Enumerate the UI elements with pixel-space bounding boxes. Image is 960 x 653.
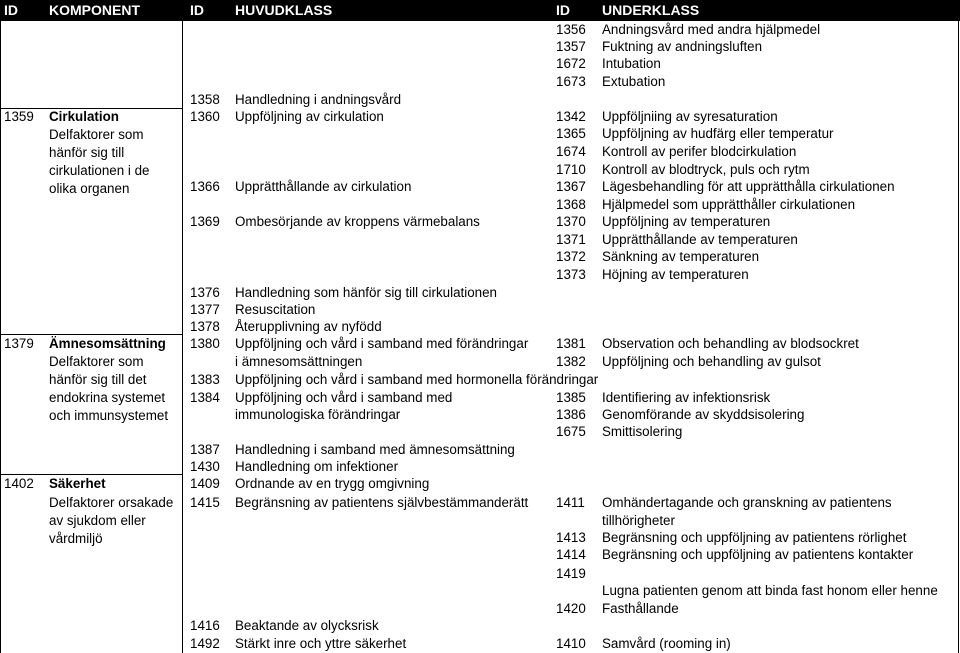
main-class-label: immunologiska förändringar xyxy=(235,407,401,422)
main-class-label: Ordnande av en trygg omgivning xyxy=(235,476,430,491)
main-class-id: 1376 xyxy=(190,285,220,300)
sub-class-label: Kontroll av perifer blodcirkulation xyxy=(602,144,797,159)
main-class-label: Uppföljning och vård i samband med förändringar xyxy=(235,336,529,351)
main-class-label: Handledning om infektioner xyxy=(235,459,399,474)
component-id: 1379 xyxy=(4,336,34,351)
main-class-label: i ämnesomsättningen xyxy=(235,354,363,369)
sub-class-id: 1386 xyxy=(556,407,586,422)
main-class-label: Stärkt inre och yttre säkerhet xyxy=(235,636,407,651)
sub-class-label: Kontroll av blodtryck, puls och rytm xyxy=(602,162,810,177)
main-class-label: Begränsning av patientens självbestämmanderätt xyxy=(235,495,529,510)
sub-class-label: Begränsning och uppföljning av patientens rörlighet xyxy=(602,530,907,545)
sub-class-id: 1411 xyxy=(556,495,585,510)
component-desc: Delfaktorer som xyxy=(49,127,144,142)
sub-class-id: 1370 xyxy=(556,214,586,229)
sub-class-id: 1368 xyxy=(556,197,586,212)
sub-class-label: tillhörigheter xyxy=(602,513,675,528)
main-class-id: 1378 xyxy=(190,319,220,334)
main-class-id: 1369 xyxy=(190,214,220,229)
sub-class-id: 1675 xyxy=(556,424,586,439)
sub-class-label: Hjälpmedel som upprätthåller cirkulationen xyxy=(602,197,856,212)
sub-class-label: Smittisolering xyxy=(602,424,683,439)
component-desc: olika organen xyxy=(49,181,130,196)
component-desc: hänför sig till xyxy=(49,145,125,160)
sub-class-label: Identifiering av infektionsrisk xyxy=(602,390,771,405)
sub-class-label: Andningsvård med andra hjälpmedel xyxy=(602,22,821,37)
main-class-id: 1384 xyxy=(190,390,220,405)
main-class-label: Uppföljning och vård i samband med xyxy=(235,390,453,405)
sub-class-id: 1365 xyxy=(556,126,586,141)
sub-class-label: Fasthållande xyxy=(602,601,679,616)
main-class-label: Handledning som hänför sig till cirkulationen xyxy=(235,285,498,300)
sub-class-id: 1367 xyxy=(556,179,586,194)
sub-class-id: 1382 xyxy=(556,354,586,369)
sub-class-label: Fuktning av andningsluften xyxy=(602,39,763,54)
component-desc: Delfaktorer som xyxy=(49,354,144,369)
main-class-label: Beaktande av olycksrisk xyxy=(235,618,379,633)
header-huvudklass: HUVUDKLASS xyxy=(235,2,333,18)
header-komponent: KOMPONENT xyxy=(49,2,140,18)
sub-class-label: Uppföljning av hudfärg eller temperatur xyxy=(602,126,834,141)
sub-class-id: 1420 xyxy=(556,601,586,616)
main-class-id: 1492 xyxy=(190,636,220,651)
sub-class-label: Lugna patienten genom att binda fast honom eller henne xyxy=(602,583,938,598)
component-title: Säkerhet xyxy=(49,476,106,491)
sub-class-label: Upprätthållande av temperaturen xyxy=(602,232,798,247)
main-class-id: 1415 xyxy=(190,495,220,510)
sub-class-label: Lägesbehandling för att upprätthålla cirkulationen xyxy=(602,179,895,194)
sub-class-label: Uppföljning och behandling av gulsot xyxy=(602,354,821,369)
main-class-id: 1416 xyxy=(190,618,220,633)
sub-class-label: Uppföljniing av syresaturation xyxy=(602,109,778,124)
main-class-label: Handledning i samband med ämnesomsättning xyxy=(235,442,515,457)
header-underklass: UNDERKLASS xyxy=(602,2,700,18)
sub-class-id: 1371 xyxy=(556,232,586,247)
component-desc: av sjukdom eller xyxy=(49,513,146,528)
header-bar xyxy=(0,0,960,21)
grid-line-left xyxy=(0,0,1,653)
main-class-id: 1387 xyxy=(190,442,220,457)
component-desc: och immunsystemet xyxy=(49,408,169,423)
sub-class-label: Extubation xyxy=(602,74,666,89)
sub-class-label: Höjning av temperaturen xyxy=(602,267,749,282)
sub-class-id: 1373 xyxy=(556,267,586,282)
sub-class-id: 1342 xyxy=(556,109,586,124)
sub-class-id: 1710 xyxy=(556,162,586,177)
header-id-component: ID xyxy=(4,2,18,18)
component-desc: hänför sig till det xyxy=(49,372,147,387)
component-title: Ämnesomsättning xyxy=(49,336,166,351)
sub-class-id: 1372 xyxy=(556,249,586,264)
main-class-label: Återupplivning av nyfödd xyxy=(235,319,382,334)
sub-class-label: Omhändertagande och granskning av patientens xyxy=(602,495,892,510)
component-desc: vårdmiljö xyxy=(49,531,103,546)
sub-class-id: 1672 xyxy=(556,56,586,71)
grid-line-right xyxy=(958,0,959,653)
sub-class-id: 1385 xyxy=(556,390,586,405)
sub-class-label: Uppföljning av temperaturen xyxy=(602,214,771,229)
component-id: 1402 xyxy=(4,476,34,491)
main-class-label: Ombesörjande av kroppens värmebalans xyxy=(235,214,480,229)
sub-class-label: Genomförande av skyddsisolering xyxy=(602,407,805,422)
sub-class-id: 1414 xyxy=(556,547,586,562)
sub-class-id: 1674 xyxy=(556,144,586,159)
sub-class-label: Observation och behandling av blodsockret xyxy=(602,336,859,351)
sub-class-id: 1410 xyxy=(556,636,586,651)
sub-class-id: 1357 xyxy=(556,39,586,54)
main-class-label: Handledning i andningsvård xyxy=(235,92,402,107)
sub-class-id: 1413 xyxy=(556,530,586,545)
main-class-label: Resuscitation xyxy=(235,302,316,317)
sub-class-label: Sänkning av temperaturen xyxy=(602,249,760,264)
sub-class-label: Samvård (rooming in) xyxy=(602,636,731,651)
component-desc: Delfaktorer orsakade xyxy=(49,495,174,510)
main-class-id: 1430 xyxy=(190,459,220,474)
main-class-id: 1358 xyxy=(190,92,220,107)
main-class-id: 1409 xyxy=(190,476,220,491)
main-class-id: 1360 xyxy=(190,109,220,124)
main-class-id: 1383 xyxy=(190,372,220,387)
grid-line-component xyxy=(182,21,183,653)
component-id: 1359 xyxy=(4,109,34,124)
component-desc: cirkulationen i de xyxy=(49,163,150,178)
header-id-main: ID xyxy=(190,2,204,18)
component-title: Cirkulation xyxy=(49,109,119,124)
sub-class-id: 1419 xyxy=(556,566,586,581)
sub-class-id: 1356 xyxy=(556,22,586,37)
sub-class-id: 1381 xyxy=(556,336,586,351)
component-desc: endokrina systemet xyxy=(49,390,166,405)
sub-class-id: 1673 xyxy=(556,74,586,89)
main-class-label: Uppföljning av cirkulation xyxy=(235,109,384,124)
main-class-id: 1377 xyxy=(190,302,220,317)
sub-class-label: Intubation xyxy=(602,56,661,71)
main-class-id: 1380 xyxy=(190,336,220,351)
main-class-label: Uppföljning och vård i samband med hormonella förändringar xyxy=(235,372,599,387)
header-id-sub: ID xyxy=(556,2,570,18)
sub-class-label: Begränsning och uppföljning av patientens kontakter xyxy=(602,547,914,562)
main-class-label: Upprätthållande av cirkulation xyxy=(235,179,412,194)
main-class-id: 1366 xyxy=(190,179,220,194)
